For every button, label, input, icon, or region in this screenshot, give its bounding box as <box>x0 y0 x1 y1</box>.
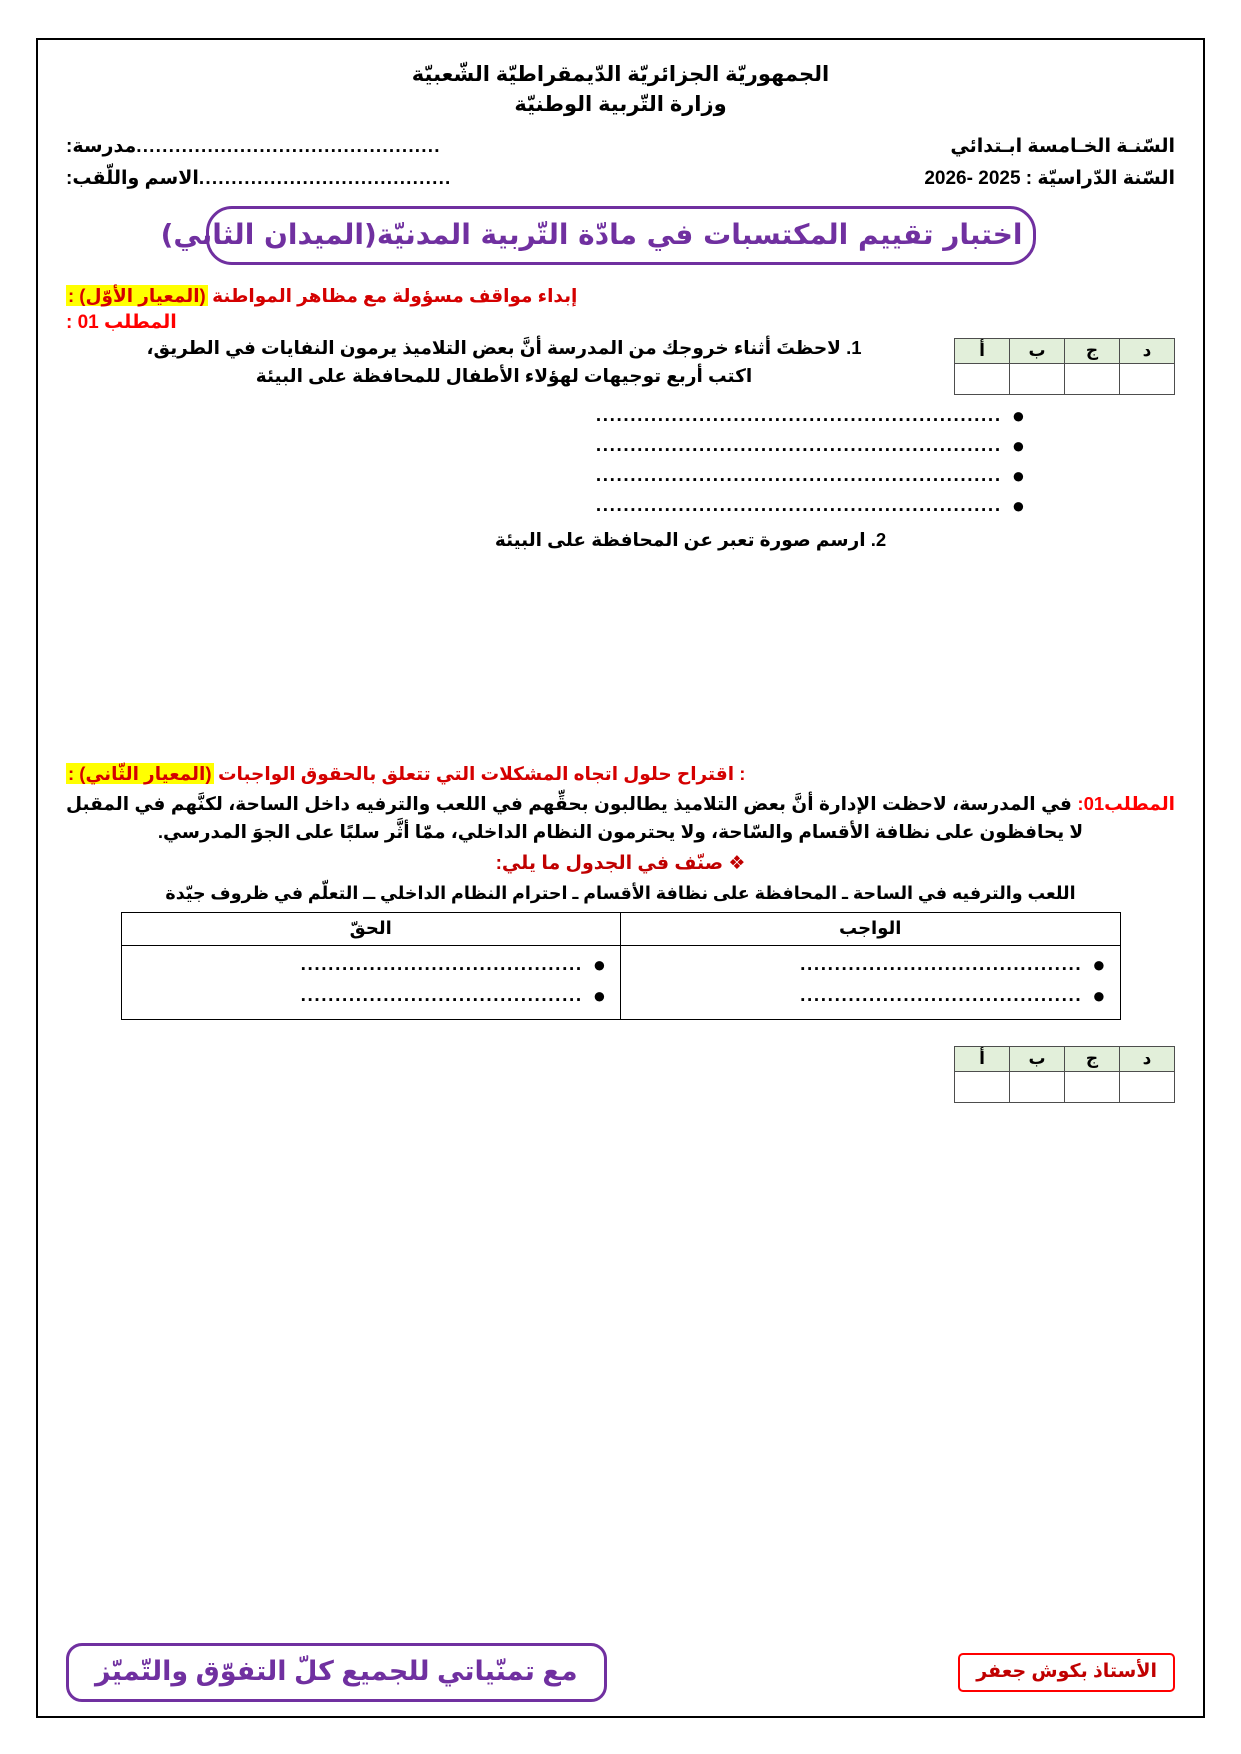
grade-value-cell[interactable] <box>955 364 1010 395</box>
criterion-1-heading <box>66 283 1175 309</box>
good-luck-message: مع تمنّياتي للجميع كلّ التفوّق والتّميّز <box>95 1656 578 1686</box>
answer-dots[interactable]: ......................................... <box>300 953 583 975</box>
bullet-icon: ● <box>1092 951 1106 977</box>
teacher-name: الأستاذ بكوش جعفر <box>976 1661 1157 1682</box>
table-row <box>121 912 1120 945</box>
criterion-2-heading <box>66 761 1175 787</box>
answer-line[interactable] <box>156 495 1025 517</box>
ministry-line: وزارة التّربية الوطنيّة <box>514 93 727 117</box>
table-row <box>121 945 1120 1019</box>
good-luck-box <box>66 1643 607 1702</box>
page-footer <box>66 1643 1175 1702</box>
grade-header-cell: ج <box>1065 1046 1120 1071</box>
grade-header-cell: د <box>1120 339 1175 364</box>
grade-value-cell[interactable] <box>1010 1071 1065 1102</box>
answer-dots[interactable]: ......................................... <box>800 953 1083 975</box>
school-input-line[interactable]: ............................................... <box>136 135 441 157</box>
bullet-icon: ● <box>1011 433 1025 459</box>
bullet-icon: ● <box>1011 403 1025 429</box>
right-answer-cell[interactable] <box>121 945 621 1019</box>
page-content <box>38 40 1203 1716</box>
answer-dots[interactable]: ........................................................... <box>595 435 1002 457</box>
name-row <box>66 167 1175 190</box>
answer-line[interactable] <box>156 465 1025 487</box>
grade-value-cell[interactable] <box>1120 364 1175 395</box>
bullet-icon: ● <box>1011 493 1025 519</box>
school-year-label: السّنة الدّراسيّة : 2025 -2026 <box>924 167 1175 189</box>
criterion-2-tag: (المعيار الثّاني) : <box>68 763 212 785</box>
teacher-name-box <box>958 1653 1175 1692</box>
answer-line[interactable] <box>635 982 1106 1008</box>
grade-value-cell[interactable] <box>1065 1071 1120 1102</box>
table-row <box>955 1046 1175 1071</box>
answer-line[interactable] <box>156 405 1025 427</box>
name-input-line[interactable]: ....................................... <box>198 167 452 189</box>
drawing-space[interactable] <box>66 551 1175 761</box>
name-label: الاسم واللّقب: <box>66 167 199 189</box>
answer-dots[interactable]: ......................................... <box>800 984 1083 1006</box>
answer-line[interactable] <box>136 982 607 1008</box>
grade-header-cell: أ <box>955 339 1010 364</box>
question-1-line-2: اكتب أربع توجيهات لهؤلاء الأطفال للمحافظة على البيئة <box>255 365 753 387</box>
answer-line[interactable] <box>136 951 607 977</box>
grade-value-cell[interactable] <box>1010 364 1065 395</box>
grade-value-cell[interactable] <box>955 1071 1010 1102</box>
answer-line[interactable] <box>156 435 1025 457</box>
answer-dots[interactable]: ........................................................... <box>595 495 1002 517</box>
grade-value-cell[interactable] <box>1065 364 1120 395</box>
criterion-2-task-label: المطلب01: <box>1077 792 1175 814</box>
bullet-icon: ● <box>1092 982 1106 1008</box>
grade-header-cell: ب <box>1010 339 1065 364</box>
school-row <box>66 135 1175 158</box>
grade-header-cell: ج <box>1065 339 1120 364</box>
answer-dots[interactable]: ........................................................... <box>595 405 1002 427</box>
criterion-1-tag: (المعيار الأوّل) : <box>68 284 206 306</box>
grade-header-cell: د <box>1120 1046 1175 1071</box>
school-field[interactable] <box>66 135 447 158</box>
criterion-2-paragraph: في المدرسة، لاحظت الإدارة أنَّ بعض التلاميذ يطالبون بحقِّهم في اللعب والترفيه داخل الساحة، لكنَّهم في المقبل لا يحافظون على نظافة الأقسام والسّاحة، ولا يحترمون النظام الداخلي، ممّا أثَّر سلبًا على الجوَ المدرسي. <box>66 792 1084 842</box>
bullet-icon: ● <box>1011 463 1025 489</box>
table-row <box>955 1071 1175 1102</box>
table-row <box>955 364 1175 395</box>
answer-dots[interactable]: ........................................................... <box>595 465 1002 487</box>
answer-line[interactable] <box>635 951 1106 977</box>
question-2-text: 2. ارسم صورة تعبر عن المحافظة على البيئة <box>494 529 887 551</box>
column-header-duty: الواجب <box>621 912 1121 945</box>
table-row <box>955 339 1175 364</box>
question-1-text-block <box>66 334 942 390</box>
question-1-line-1: 1. لاحظتَ أثناء خروجك من المدرسة أنَّ بعض التلاميذ يرمون النفايات في الطريق، <box>146 337 862 359</box>
criterion-2-scenario <box>66 790 1175 846</box>
criterion-1-task-label: المطلب 01 : <box>66 312 177 334</box>
identity-block <box>66 135 1175 190</box>
name-field[interactable] <box>66 167 458 190</box>
sortable-items-list: اللعب والترفيه في الساحة ـ المحافظة على نظافة الأقسام ـ احترام النظام الداخلي ــ التعلّم في ظروف جيّدة <box>165 882 1076 903</box>
level-label: السّنـة الخـامسة ابـتدائي <box>950 135 1175 157</box>
answer-dots[interactable]: ......................................... <box>300 984 583 1006</box>
bullet-icon: ● <box>592 951 606 977</box>
column-header-right: الحقّ <box>121 912 621 945</box>
question-1-answer-lines <box>156 405 1025 517</box>
exam-title-wrap <box>160 206 1036 265</box>
page-border-frame <box>36 38 1205 1718</box>
grading-table-bottom <box>954 1046 1175 1103</box>
question-1-row <box>66 334 1175 395</box>
sort-instruction: ❖ صنّف في الجدول ما يلي: <box>495 852 746 874</box>
grade-header-cell: ب <box>1010 1046 1065 1071</box>
exam-title-box <box>160 206 1036 265</box>
exam-title: اختبار تقييم المكتسبات في مادّة التّربية المدنيّة(الميدان الثاني) <box>160 217 1023 251</box>
grade-header-cell: أ <box>955 1046 1010 1071</box>
criterion-2-description: : اقتراح حلول اتجاه المشكلات التي تتعلق بالحقوق الواجبات <box>217 763 746 785</box>
national-header <box>66 60 1175 121</box>
classification-table <box>121 912 1121 1020</box>
criterion-1-description: إبداء مواقف مسؤولة مع مظاهر المواطنة <box>212 284 578 306</box>
country-line: الجمهوريّة الجزائريّة الدّيمقراطيّة الشّعبيّة <box>411 63 830 86</box>
duty-answer-cell[interactable] <box>621 945 1121 1019</box>
bullet-icon: ● <box>592 982 606 1008</box>
grading-table-top <box>954 338 1175 395</box>
grade-value-cell[interactable] <box>1120 1071 1175 1102</box>
school-label: مدرسة: <box>66 135 137 157</box>
